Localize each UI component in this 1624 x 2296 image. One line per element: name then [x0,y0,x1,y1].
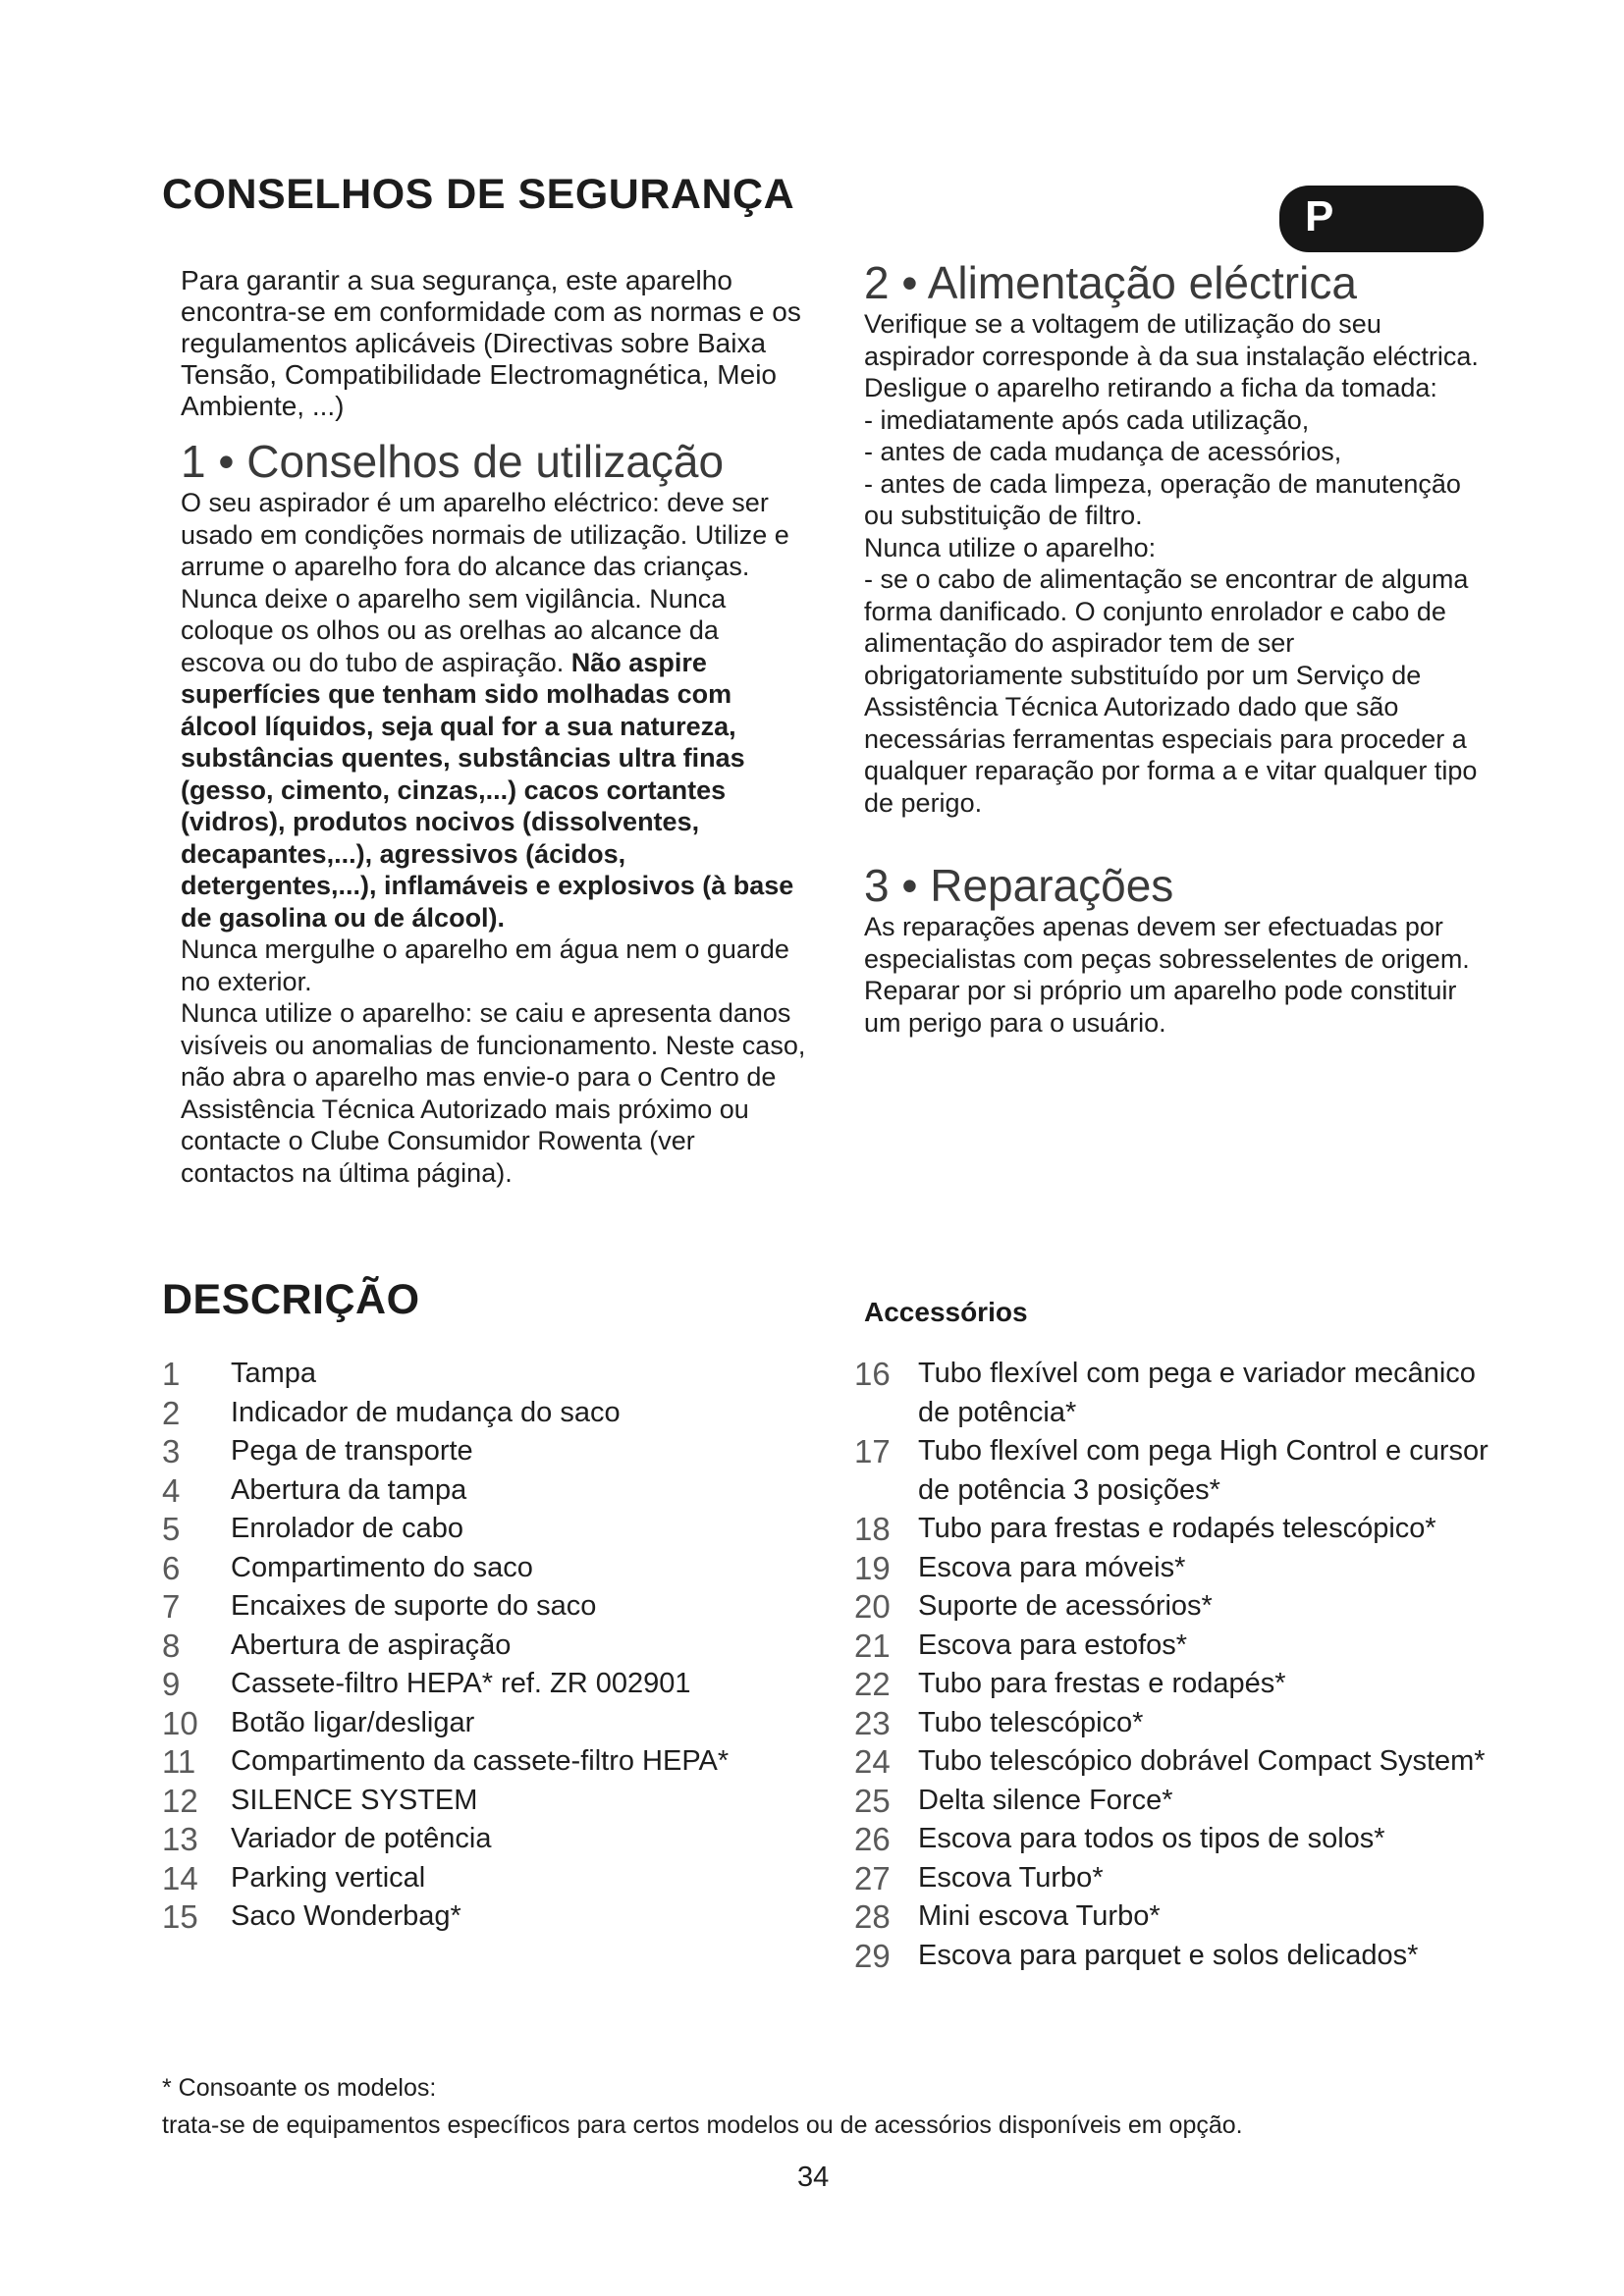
item-number: 14 [162,1859,198,1896]
item-label: Suporte de acessórios* [918,1590,1213,1622]
item-label: Botão ligar/desligar [231,1706,475,1738]
list-item [162,1510,810,1549]
section-2-heading: 2 • Alimentação eléctrica [864,257,1357,308]
list-item [854,1937,1492,1976]
footnote-line: trata-se de equipamentos específicos para certos modelos ou de acessórios disponíveis em opção. [162,2111,1243,2139]
list-item [162,1549,810,1588]
item-number: 26 [854,1821,891,1857]
item-number: 4 [162,1471,181,1509]
item-label: Escova para todos os tipos de solos* [918,1823,1385,1854]
intro-paragraph: Para garantir a sua segurança, este aparelho encontra-se em conformidade com as normas e os regulamentos aplicáveis (Directivas sobre Baixa Tensão, Compatibilidade Electromagnética, Meio Ambiente, ...) [181,265,801,421]
item-label: Tubo telescópico* [918,1706,1144,1738]
item-number: 12 [162,1782,198,1819]
list-item [162,1897,810,1937]
list-item [854,1859,1492,1898]
item-label: Abertura de aspiração [231,1629,512,1661]
item-label: Encaixes de suporte do saco [231,1590,597,1622]
item-number: 8 [162,1627,181,1664]
item-number: 7 [162,1588,181,1625]
item-label: Escova Turbo* [918,1861,1104,1894]
right-column [864,257,1483,1039]
item-number: 27 [854,1859,891,1896]
item-label: Saco Wonderbag* [231,1900,461,1932]
section-3-heading: 3 • Reparações [864,860,1174,911]
item-label: SILENCE SYSTEM [231,1784,478,1816]
section-1-water-warning: Nunca mergulhe o aparelho em água nem o guarde no exterior. [181,934,789,996]
item-label: Pega de transporte [231,1435,473,1467]
list-item [854,1432,1492,1510]
item-number: 6 [162,1549,181,1586]
section-2-bullet: - antes de cada limpeza, operação de manutenção ou substituição de filtro. [864,468,1461,530]
item-label: Abertura da tampa [231,1473,467,1506]
section-2-never-use: Nunca utilize o aparelho: [864,532,1157,562]
list-item [854,1782,1492,1821]
item-number: 2 [162,1394,181,1431]
section-1-damage-warning: Nunca utilize o aparelho: se caiu e apresenta danos visíveis ou anomalias de funcionamento. Neste caso, não abra o aparelho mas envie-o para o Centro de Assistência Técnica Autorizado mais próximo ou contacte o Clube Consumidor Rowenta (ver contactos na última página). [181,998,806,1188]
section-2-cable-warning: - se o cabo de alimentação se encontrar de alguma forma danificado. O conjunto enrolador e cabo de alimentação do aspirador tem de ser obrigatoriamente substituído por um Serviço de Assistência Técnica Autorizado dado que são necessárias ferramentas especiais para proceder a qualquer reparação por forma a e vitar qualquer tipo de perigo. [864,564,1478,818]
list-item [854,1355,1492,1432]
item-label: Tubo para frestas e rodapés telescópico* [918,1513,1436,1544]
item-number: 13 [162,1821,198,1857]
list-item [854,1897,1492,1937]
list-item [162,1627,810,1666]
list-item [162,1820,810,1859]
list-item [162,1782,810,1821]
description-list [162,1355,810,1937]
item-label: Indicador de mudança do saco [231,1396,621,1428]
list-item [854,1820,1492,1859]
language-badge-label: P [1305,192,1334,240]
item-label: Escova para parquet e solos delicados* [918,1939,1419,1971]
item-label: Tubo para frestas e rodapés* [918,1668,1286,1699]
list-item [162,1432,810,1471]
item-label: Escova para estofos* [918,1629,1188,1661]
item-label: Mini escova Turbo* [918,1900,1161,1932]
item-number: 1 [162,1356,181,1392]
item-number: 19 [854,1549,891,1586]
section-2-bullet: - imediatamente após cada utilização, [864,404,1310,435]
description-title: DESCRIÇÃO [162,1276,420,1323]
list-item [854,1587,1492,1627]
item-number: 17 [854,1433,891,1469]
item-number: 24 [854,1743,891,1780]
item-label: Tubo flexível com pega High Control e cursor de potência 3 posições* [918,1435,1489,1506]
list-item [162,1742,810,1782]
item-number: 5 [162,1511,181,1547]
item-label: Parking vertical [231,1861,426,1894]
item-number: 23 [854,1704,891,1741]
list-item [162,1355,810,1394]
item-label: Escova para móveis* [918,1551,1186,1583]
item-number: 15 [162,1898,198,1935]
section-1-paragraph [181,487,809,934]
section-3-paragraph: As reparações apenas devem ser efectuadas por especialistas com peças sobresselentes de origem. Reparar por si próprio um aparelho pode constituir um perigo para o usuário. [864,912,1470,1038]
section-1-warning: Não aspire superfícies que tenham sido molhadas com álcool líquidos, seja qual for a sua natureza, substâncias quentes, substâncias ultra finas (gesso, cimento, cinzas,...) cacos cortantes (vidros), produtos nocivos (dissolventes, decapantes,...), agressivos (ácidos, detergentes,...), inflamáveis e explosivos (à base de gasolina ou de álcool). [181,647,794,933]
item-label: Tubo telescópico dobrável Compact System* [918,1745,1486,1777]
item-label: Delta silence Force* [918,1784,1173,1816]
list-item [854,1627,1492,1666]
page-number: 34 [797,2162,830,2193]
item-label: Variador de potência [231,1823,492,1854]
footnote [162,2069,1517,2144]
list-item [162,1665,810,1704]
list-item [854,1665,1492,1704]
list-item [854,1510,1492,1549]
page-title: CONSELHOS DE SEGURANÇA [162,171,795,218]
footnote-line: * Consoante os modelos: [162,2074,437,2102]
left-column [181,265,809,1189]
list-item [162,1471,810,1511]
item-number: 10 [162,1704,198,1741]
list-item [162,1704,810,1743]
item-label: Compartimento do saco [231,1551,533,1583]
item-label: Tampa [231,1358,317,1389]
section-1-heading: 1 • Conselhos de utilização [181,436,725,487]
list-item [854,1704,1492,1743]
section-1-text: O seu aspirador é um aparelho eléctrico: deve ser usado em condições normais de utilização. Utilize e arrume o aparelho fora do alcance das crianças. Nunca deixe o aparelho sem vigilância. Nunca coloque os olhos ou as orelhas ao alcance da escova ou do tubo de aspiração. [181,488,789,677]
list-item [854,1549,1492,1588]
item-number: 28 [854,1898,891,1935]
item-number: 11 [162,1743,196,1780]
accessories-title: Accessórios [864,1297,1028,1327]
list-item [162,1394,810,1433]
item-label: Compartimento da cassete-filtro HEPA* [231,1745,730,1777]
item-number: 29 [854,1937,891,1974]
accessories-list [854,1355,1492,1975]
item-number: 25 [854,1782,891,1819]
item-number: 16 [854,1356,891,1392]
section-2-bullet: - antes de cada mudança de acessórios, [864,437,1342,466]
list-item [162,1859,810,1898]
item-number: 9 [162,1666,181,1702]
item-number: 18 [854,1511,891,1547]
item-label: Enrolador de cabo [231,1513,463,1544]
item-number: 20 [854,1588,891,1625]
item-label: Cassete-filtro HEPA* ref. ZR 002901 [231,1668,691,1699]
language-badge [1279,186,1484,252]
list-item [854,1742,1492,1782]
item-label: Tubo flexível com pega e variador mecânico de potência* [918,1358,1476,1428]
item-number: 3 [162,1433,181,1469]
item-number: 21 [854,1627,891,1664]
item-number: 22 [854,1666,891,1702]
list-item [162,1587,810,1627]
section-2-paragraph: Verifique se a voltagem de utilização do seu aspirador corresponde à da sua instalação eléctrica. Desligue o aparelho retirando a ficha da tomada: [864,309,1479,402]
